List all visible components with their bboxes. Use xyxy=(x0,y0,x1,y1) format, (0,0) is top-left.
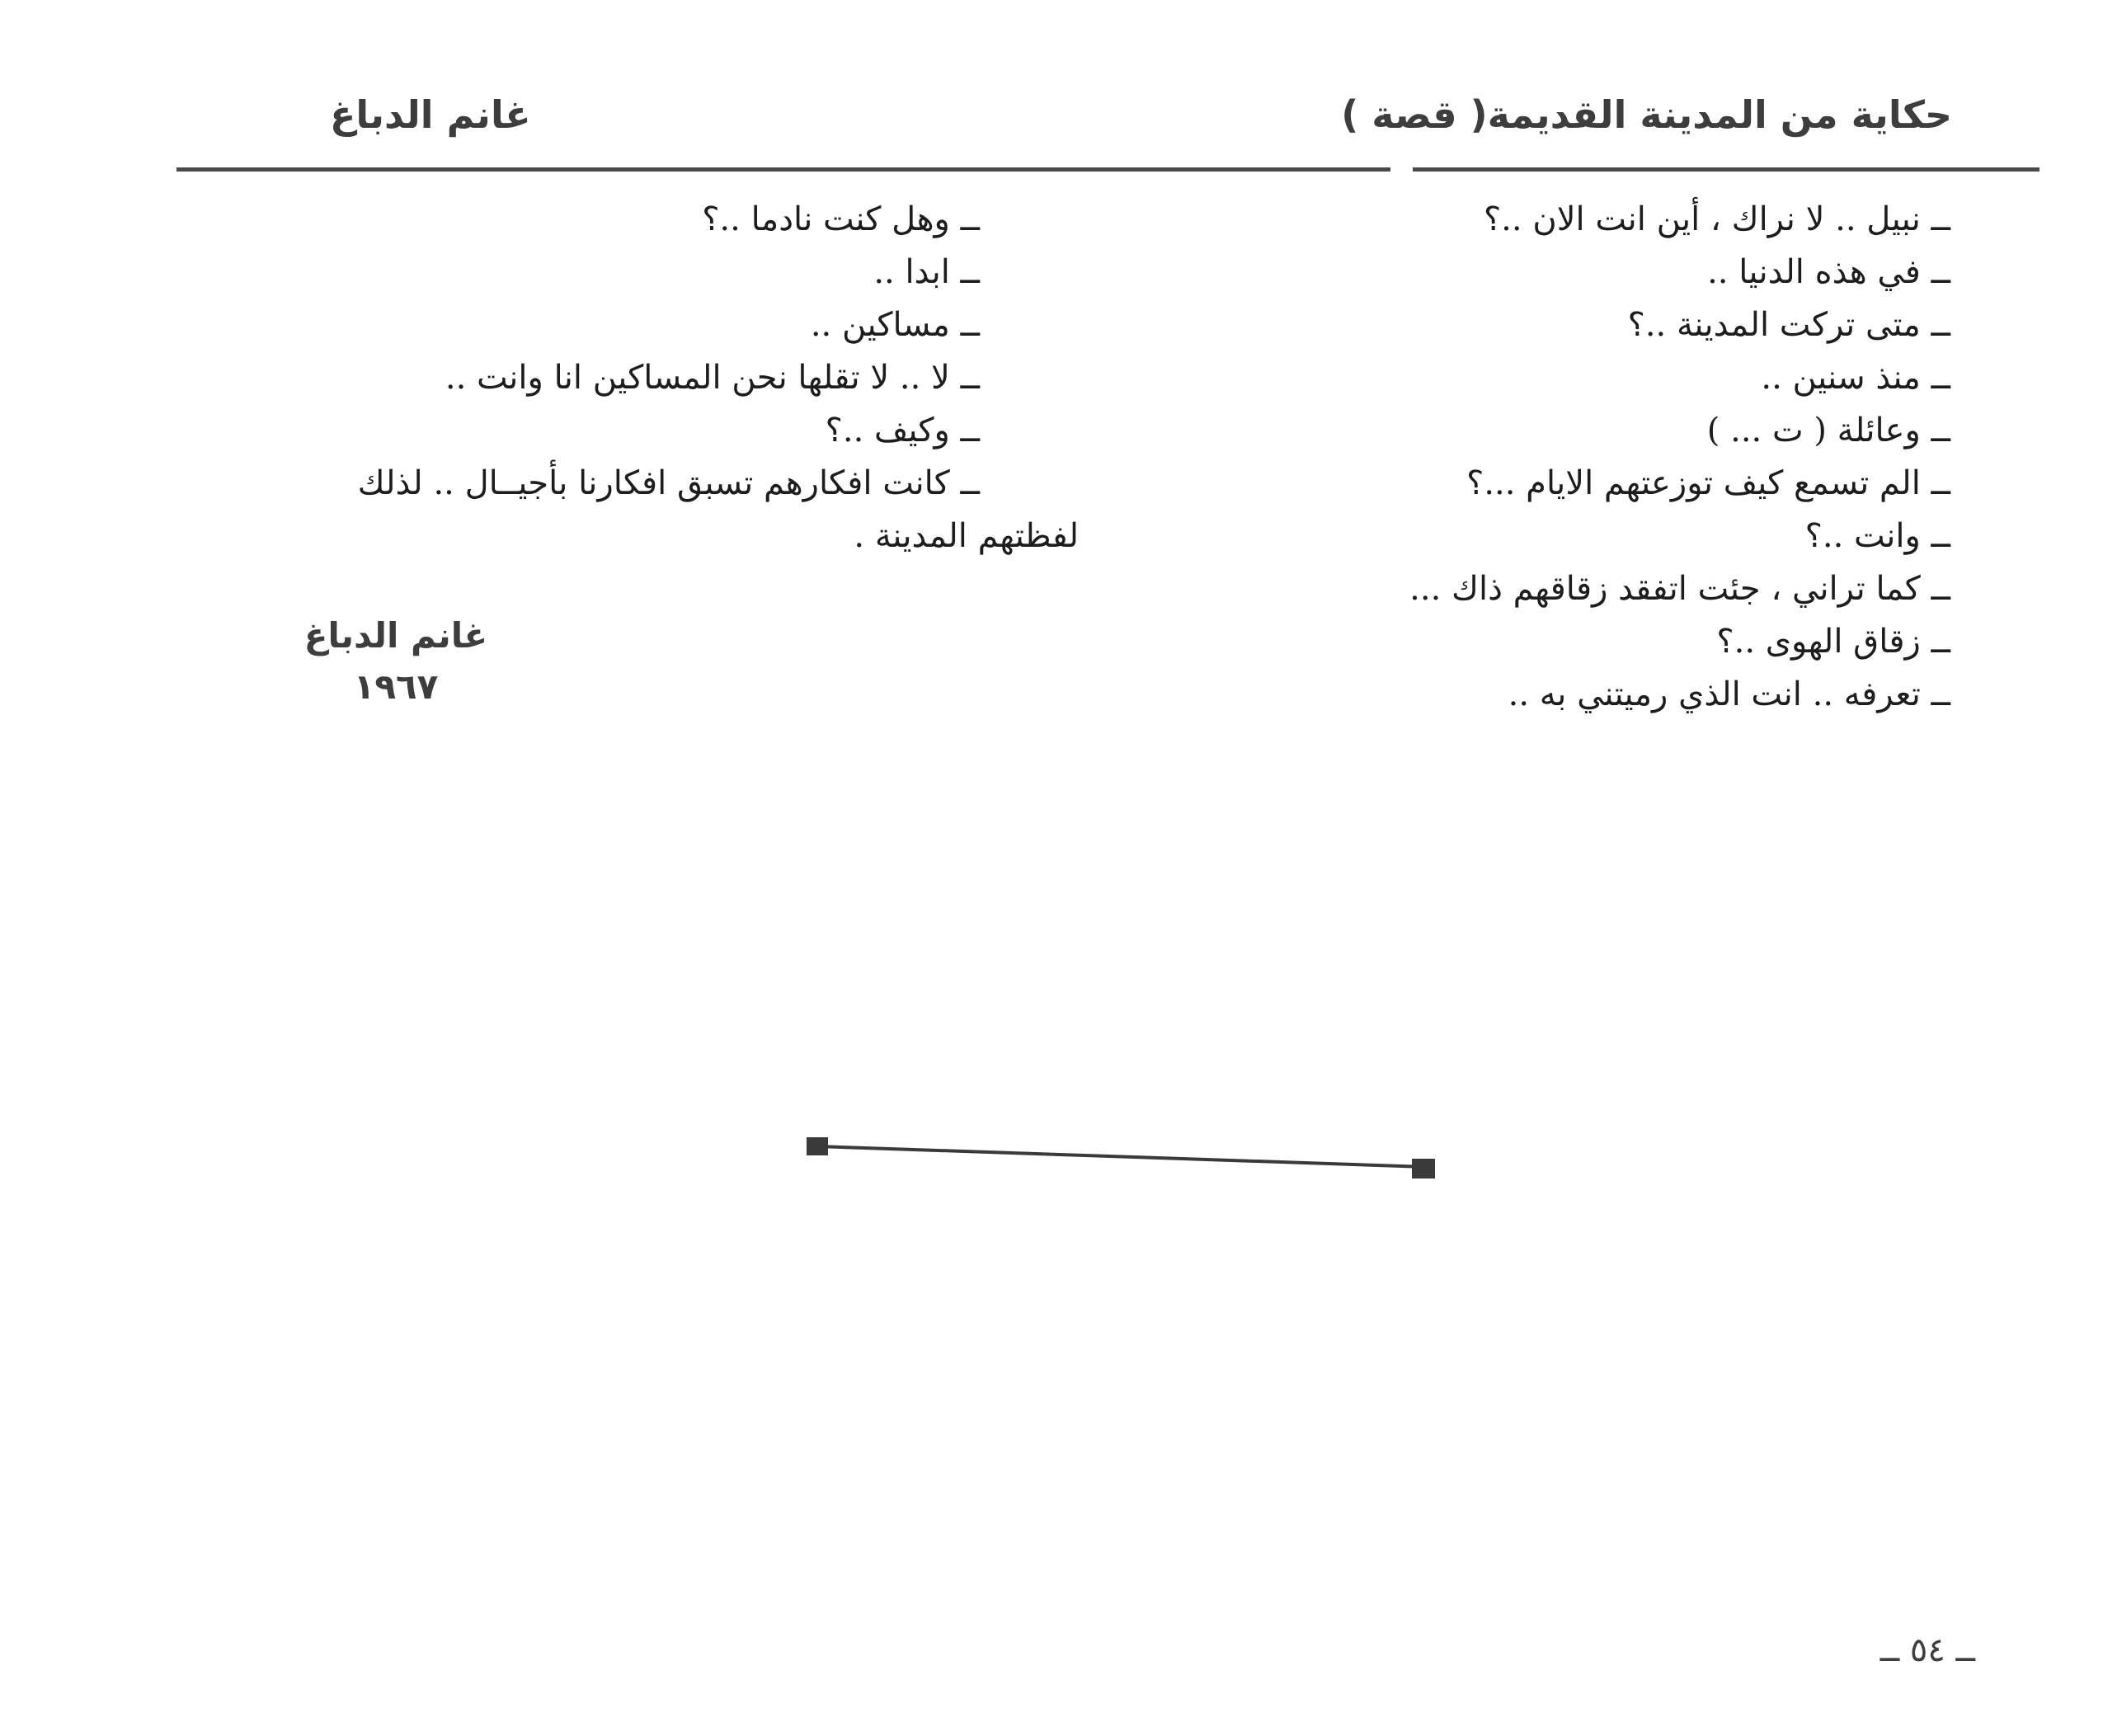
header-title: حكاية من المدينة القديمة( قصة ) xyxy=(1341,92,1952,137)
dialogue-line: ــ وهل كنت نادما ..؟ xyxy=(702,200,980,238)
dialogue-line-continuation: لفظتهم المدينة . xyxy=(854,517,1079,555)
text-column-left xyxy=(73,193,1079,562)
signature-year: ١٩٦٧ xyxy=(353,666,439,707)
divider-end-right xyxy=(1412,1159,1435,1179)
dialogue-line: ــ متى تركت المدينة ..؟ xyxy=(1627,306,1950,344)
section-divider xyxy=(792,1126,1451,1200)
dialogue-line: ــ وعائلة ( ت ... ) xyxy=(1706,412,1950,449)
dialogue-line: ــ الم تسمع كيف توزعتهم الايام ...؟ xyxy=(1466,464,1950,502)
header-rule-left xyxy=(176,167,1390,172)
dialogue-line: ــ تعرفه .. انت الذي رميتني به .. xyxy=(1508,675,1950,713)
text-column-right xyxy=(1208,193,1950,721)
dialogue-line: ــ نبيل .. لا نراك ، أين انت الان ..؟ xyxy=(1483,200,1950,238)
header-author: غانم الدباغ xyxy=(330,92,531,137)
divider-end-left xyxy=(807,1137,828,1155)
dialogue-line: ــ وكيف ..؟ xyxy=(825,412,980,449)
signature-block xyxy=(297,610,495,713)
dialogue-line: ــ في هذه الدنيا .. xyxy=(1707,253,1950,291)
divider-line xyxy=(816,1146,1427,1167)
header-rule-right xyxy=(1413,167,2039,172)
dialogue-line: ــ ابدا .. xyxy=(873,253,980,291)
dialogue-line: ــ وانت ..؟ xyxy=(1804,517,1950,555)
signature-name: غانم الدباغ xyxy=(303,615,488,656)
dialogue-line: ــ مساكين .. xyxy=(810,306,980,344)
page-number: ــ ٥٤ ــ xyxy=(1880,1631,1975,1669)
dialogue-line: ــ كما تراني ، جئت اتفقد زقاقهم ذاك ... xyxy=(1409,570,1950,608)
dialogue-line: ــ منذ سنين .. xyxy=(1761,359,1950,397)
dialogue-line: ــ زقاق الهوى ..؟ xyxy=(1716,623,1950,661)
dialogue-line: ــ لا .. لا تقلها نحن المساكين انا وانت .. xyxy=(445,359,980,397)
dialogue-line: ــ كانت افكارهم تسبق افكارنا بأجيــال .. لذلك xyxy=(357,464,980,502)
